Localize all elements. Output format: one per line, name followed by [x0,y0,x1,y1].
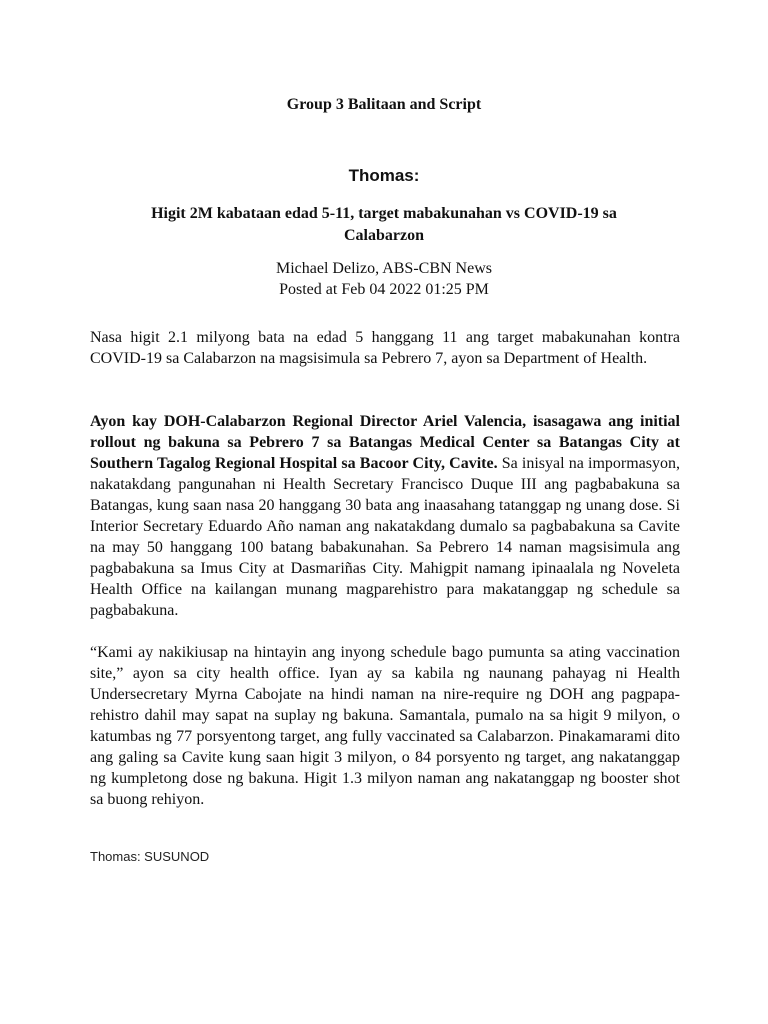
paragraph-2 [90,411,680,621]
footer-note: Thomas: SUSUNOD [90,849,210,864]
news-headline: Higit 2M kabataan edad 5-11, target mabakunahan vs COVID-19 sa Calabarzon [151,205,617,244]
byline-posted-date: Posted at Feb 04 2022 01:25 PM [279,281,489,298]
paragraph-2-bold-lead: Ayon kay DOH-Calabarzon Regional Director Ariel Valencia, isasagawa ang initial rollout ng bakuna sa Pebrero 7 sa Batangas Medical Center sa Batangas City at Southern Tagalog Regional Hospital sa Bacoor City, Cavite. [90,413,680,472]
speaker-heading: Thomas: [348,166,420,185]
paragraph-1: Nasa higit 2.1 milyong bata na edad 5 hanggang 11 ang target mabakunahan kontra COVID-19 sa Calabarzon na magsisimula sa Pebrero 7, ayon sa Department of Health. [90,329,680,367]
paragraph-3: “Kami ay nakikiusap na hintayin ang inyong schedule bago pumunta sa ating vaccination site,” ayon sa city health office. Iyan ay sa kabila ng naunang pahayag ni Health Undersecretary Myrna Cabojate na hindi naman na nire-require ng DOH ang pagpapa-rehistro dahil may sapat na suplay ng bakuna. Samantala, pumalo na sa higit 9 milyon, o katumbas ng 77 porsyentong target, ang fully vaccinated sa Calabarzon. Pinakamarami dito ang galing sa Cavite kung saan higit 3 milyon, o 84 porsyento ng target, ang nakatanggap ng kumpletong dose ng bakuna. Higit 1.3 milyon naman ang nakatanggap ng booster shot sa buong rehiyon. [90,644,680,808]
document-title: Group 3 Balitaan and Script [286,96,482,113]
byline-author: Michael Delizo, ABS-CBN News [276,260,492,277]
byline [0,258,768,300]
paragraph-2-rest: Sa inisyal na impormasyon, nakatakdang pangunahan ni Health Secretary Francisco Duque III ang pagbabakuna sa Batangas, kung saan nasa 20 hanggang 30 bata ang inaasahang tatanggap ng unang dose. Si Interior Secretary Eduardo Año naman ang nakatakdang dumalo sa pagbabakuna sa Cavite na may 50 hanggang 100 batang babakunahan. Sa Pebrero 14 naman magsisimula ang pagbabakuna sa Imus City at Dasmariñas City. Mahigpit namang ipinaalala ng Noveleta Health Office na kailangan munang magparehistro para makatanggap ng schedule sa pagbabakuna. [90,455,681,619]
